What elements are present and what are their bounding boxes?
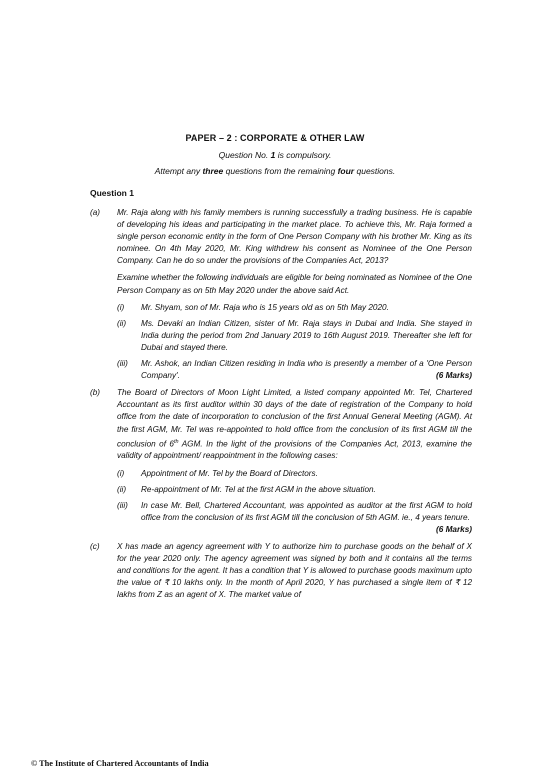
compulsory-number: 1 bbox=[270, 150, 276, 160]
part-label: (b) bbox=[90, 388, 101, 398]
list-item-label: (iii) bbox=[117, 359, 128, 369]
question-part-c bbox=[90, 541, 472, 601]
list-item bbox=[117, 484, 472, 496]
footer-copyright: © The Institute of Chartered Accountants of India bbox=[31, 759, 209, 768]
compulsory-prefix: Question No. bbox=[218, 150, 271, 160]
part-label: (c) bbox=[90, 541, 100, 551]
list-item bbox=[117, 468, 472, 480]
attempt-instruction bbox=[0, 166, 550, 176]
question-part-b bbox=[90, 387, 472, 536]
part-label: (a) bbox=[90, 208, 101, 217]
list-item-label: (ii) bbox=[117, 484, 127, 494]
list-item-label: (i) bbox=[117, 468, 125, 478]
question-heading: Question 1 bbox=[90, 188, 134, 198]
paper-header bbox=[0, 133, 550, 182]
list-item-label: (ii) bbox=[117, 318, 127, 328]
ordinal-suffix: th bbox=[173, 438, 179, 445]
list-item bbox=[117, 358, 472, 382]
list-item bbox=[117, 302, 472, 314]
part-b-sublist bbox=[117, 468, 472, 536]
list-item bbox=[117, 318, 472, 354]
paper-title: PAPER – 2 : CORPORATE & OTHER LAW bbox=[185, 133, 365, 143]
compulsory-note bbox=[0, 150, 550, 160]
list-item-text: Appointment of Mr. Tel by the Board of Directors. bbox=[141, 468, 318, 478]
list-item-text: Re-appointment of Mr. Tel at the first AGM in the above situation. bbox=[141, 484, 376, 494]
compulsory-suffix: is compulsory. bbox=[275, 150, 332, 160]
list-item-text: Ms. Devaki an Indian Citizen, sister of Mr. Raja stays in Dubai and India. She stayed in India during the period from 2nd January 2019 to 16th August 2019. Thereafter she left for Dubai and stayed there. bbox=[141, 318, 472, 352]
list-item-text: Mr. Ashok, an Indian Citizen residing in India who is presently a member of a 'One Person Company'. bbox=[141, 359, 472, 381]
marks-label: (6 Marks) bbox=[436, 371, 472, 381]
remaining-count: four bbox=[337, 166, 355, 176]
part-a-paragraph-1: Mr. Raja along with his family members is running successfully a trading business. He is capable of developing his ideas and participating in the market place. To achieve this, Mr. Raja formed a single person economic entity in the form of One Person Company with his brother Mr. King as its nominee. On 4th May 2020, Mr. King withdrew his consent as Nominee of the One Person Company. Can he do so under the provisions of the Companies Act, 2013? bbox=[117, 208, 472, 266]
part-b-paragraph-1 bbox=[117, 387, 472, 462]
attempt-prefix: Attempt any bbox=[154, 166, 203, 176]
attempt-suffix: questions. bbox=[354, 166, 396, 176]
question-part-a bbox=[90, 207, 472, 382]
part-b-text-before: The Board of Directors of Moon Light Limited, a listed company appointed Mr. Tel, Chartered Accountant as its first auditor within 30 days of the date of registration of the Company to hold office from the date of incorporation to conclusion of the first Annual General Meeting (AGM). At the first AGM, Mr. Tel was re-appointed to hold office from the conclusion of its first AGM till the conclusion of 6 bbox=[117, 388, 472, 449]
marks-label: (6 Marks) bbox=[436, 524, 472, 534]
question-body bbox=[90, 207, 472, 606]
attempt-middle: questions from the remaining bbox=[223, 166, 338, 176]
part-a-paragraph-2: Examine whether the following individuals are eligible for being nominated as Nominee of the One Person Company as on 5th May 2020 under the above said Act. bbox=[117, 273, 472, 295]
part-a-sublist bbox=[117, 302, 472, 383]
attempt-count: three bbox=[202, 166, 224, 176]
list-item-label: (i) bbox=[117, 302, 125, 312]
list-item-label: (iii) bbox=[117, 500, 128, 510]
list-item-text: Mr. Shyam, son of Mr. Raja who is 15 years old as on 5th May 2020. bbox=[141, 302, 389, 312]
part-c-paragraph-1: X has made an agency agreement with Y to authorize him to purchase goods on the behalf of X for the year 2020 only. The agency agreement was signed by both and it contains all the terms and conditions for the agent. It has a condition that Y is allowed to purchase goods maximum upto the value of ₹ 10 lakhs only. In the month of April 2020, Y has purchased a single item of ₹ 12 lakhs from Z as an agent of X. The market value of bbox=[117, 541, 472, 600]
list-item-text: In case Mr. Bell, Chartered Accountant, was appointed as auditor at the first AGM to hold office from the conclusion of its first AGM till the conclusion of 5th AGM. ie., 4 years tenure. bbox=[141, 500, 472, 522]
part-b-text-after: AGM. In the light of the provisions of the Companies Act, 2013, examine the validity of appointment/ reappointment in the following cases: bbox=[117, 439, 472, 461]
list-item bbox=[117, 500, 472, 536]
